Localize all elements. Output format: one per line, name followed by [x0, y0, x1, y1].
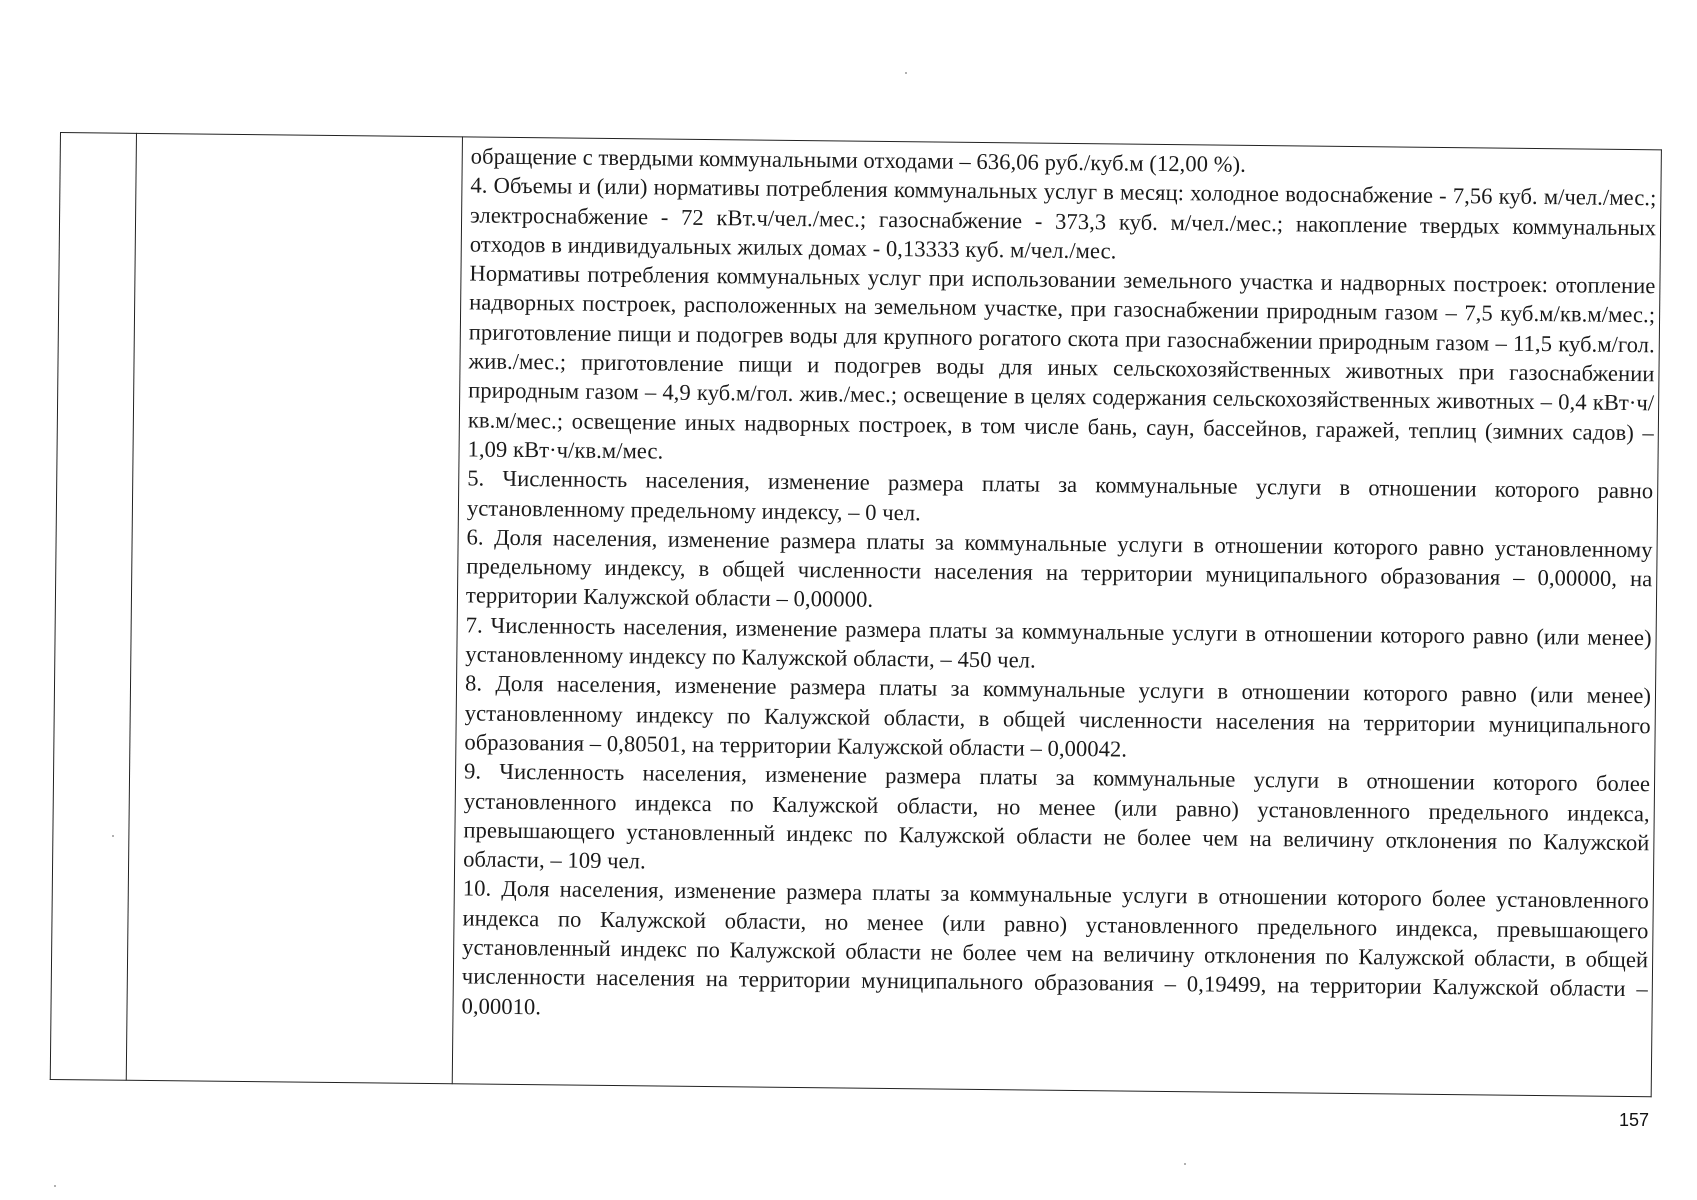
scan-speck	[54, 1185, 56, 1187]
cell-number-text	[61, 133, 136, 138]
table-cell-number	[50, 133, 136, 1081]
table-cell-name	[126, 133, 462, 1083]
scan-speck	[905, 72, 907, 74]
paragraph-item-5: 5. Численность населения, изменение размера платы за коммунальные услуги в отношении которого равно установленному предельному индексу, – 0 чел.	[466, 465, 1654, 525]
table-row	[50, 133, 1661, 1097]
cell-name-text	[137, 134, 462, 142]
cell-content	[453, 137, 1660, 1033]
paragraph-norms: Нормативы потребления коммунальных услуг при использовании земельного участка и надворных построек: отопление надворных построек, расположенных на земельном участке, при газоснабжении природным газом – 7,5 куб.м/кв.м/мес.; приготовление пищи и подогрев воды для крупного рогатого скота при газоснабжении природным газом – 11,5 куб.м/гол. жив./мес.; приготовление пищи и подогрев воды для иных сельскохозяйственных животных при газоснабжении природным газом – 4,9 куб.м/гол. жив./мес.; освещение в целях содержания сельскохозяйственных животных – 0,4 кВт·ч/кв.м/мес.; освещение иных надворных построек, в том числе бань, саун, бассейнов, гаражей, теплиц (зимних садов) – 1,09 кВт·ч/кв.м/мес.	[467, 260, 1656, 464]
page-number: 157	[1618, 1110, 1649, 1130]
paragraph-item-10: 10. Доля населения, изменение размера платы за коммунальные услуги в отношении которого более установленного индекса по Калужской области, но менее (или равно) установленного предельного индекса, превышающего установленный индекс по Калужской области не более чем на величину отклонения по Калужской области, в общей численности населения на территории муниципального образования – 0,19499, на территории Калужской области – 0,00010.	[461, 875, 1649, 1019]
paragraph-item-4: 4. Объемы и (или) нормативы потребления коммунальных услуг в месяц: холодное водоснабжение - 7,56 куб. м/чел./мес.; электроснабжение - 72 кВт.ч/чел./мес.; газоснабжение - 373,3 куб. м/чел./мес.; накопление твердых коммунальных отходов в индивидуальных жилых домах - 0,13333 куб. м/чел./мес.	[469, 172, 1657, 264]
paragraph-waste-tariff: обращение с твердыми коммунальными отходами – 636,06 руб./куб.м (12,00 %).	[470, 143, 1246, 177]
paragraph-item-6: 6. Доля населения, изменение размера платы за коммунальные услуги в отношении которого равно установленному предельному индексу, в общей численности населения на территории муниципального образования – 0,00000, на территории Калужской области – 0,00000.	[465, 524, 1653, 613]
paragraph-item-9: 9. Численность населения, изменение размера платы за коммунальные услуги в отношении которого более установленного индекса по Калужской области, но менее (или равно) установленного предельного индекса, превышающего установленный индекс по Калужской области не более чем на величину отклонения по Калужской области, – 109 чел.	[463, 758, 1651, 874]
table-cell-content	[452, 137, 1661, 1097]
document-table	[50, 132, 1662, 1097]
paragraph-item-8: 8. Доля населения, изменение размера платы за коммунальные услуги в отношении которого равно (или менее) установленному индексу по Калужской области, в общей численности населения на территории муниципального образования – 0,80501, на территории Калужской области – 0,00042.	[464, 670, 1652, 762]
paragraph-item-7: 7. Численность населения, изменение размера платы за коммунальные услуги в отношении которого равно (или менее) установленному индексу по Калужской области, – 450 чел.	[465, 612, 1652, 673]
scan-speck	[1184, 1163, 1186, 1165]
document-table-wrapper	[50, 132, 1662, 1097]
